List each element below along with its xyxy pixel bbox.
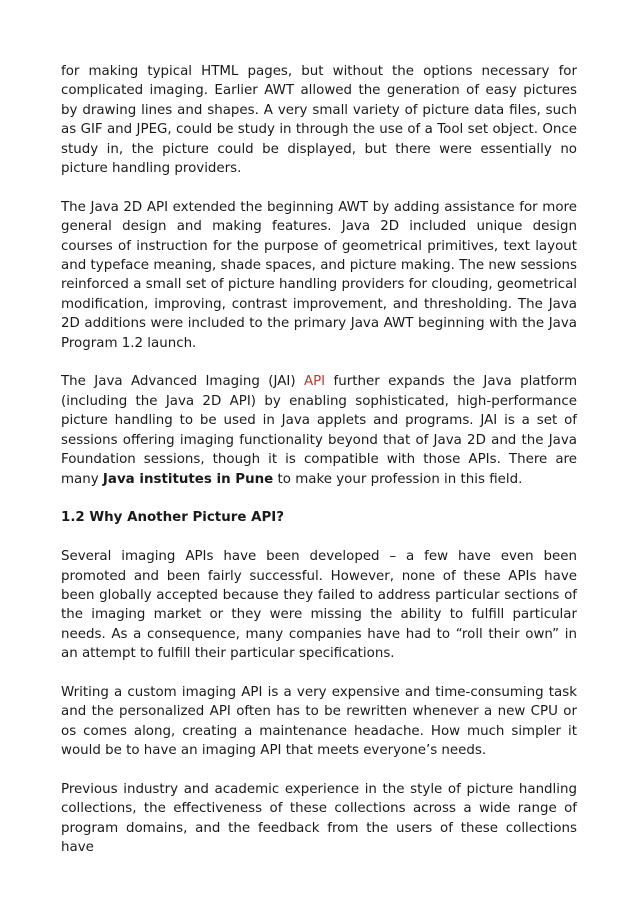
jai-text-middle: further expands the Java platform (including the Java 2D API) by enabling sophisticated, high-performance picture handling to be used in Java applets and programs. JAI is a set of sessions offering imaging functionality beyond that of Java 2D and the Java Foundation sessions, though it is compatible with those APIs. There are many (61, 374, 577, 487)
document-page (61, 62, 577, 877)
paragraph-previous-experience: Previous industry and academic experience in the style of picture handling collections, the effectiveness of these collections across a wide range of program domains, and the feedback from the users of these collections have (61, 781, 577, 856)
paragraph-imaging-apis: Several imaging APIs have been developed – a few have even been promoted and been fairly successful. However, none of these APIs have been globally accepted because they failed to address particular sections of the imaging market or they were missing the ability to fulfill particular needs. As a consequence, many companies have had to “roll their own” in an attempt to fulfill their particular specifications. (61, 549, 577, 662)
api-link[interactable]: API (303, 374, 326, 390)
section-heading: 1.2 Why Another Picture API? (61, 510, 285, 526)
paragraph-java-2d: The Java 2D API extended the beginning AWT by adding assistance for more general design and making features. Java 2D included unique design courses of instruction for the purpose of geometrical primitives, text layout and typeface meaning, shade spaces, and picture making. The new sessions reinforced a small set of picture handling providers for clouding, geometrical modification, improving, contrast improvement, and thresholding. The Java 2D additions were included to the primary Java AWT beginning with the Java Program 1.2 launch. (61, 199, 577, 351)
paragraph-custom-api: Writing a custom imaging API is a very expensive and time-consuming task and the personalized API often has to be rewritten whenever a new CPU or os comes along, creating a maintenance headache. How much simpler it would be to have an imaging API that meets everyone’s needs. (61, 684, 577, 759)
jai-text-end: to make your profession in this field. (273, 471, 523, 487)
java-institutes-bold: Java institutes in Pune (102, 471, 274, 487)
paragraph-awt-intro: for making typical HTML pages, but without the options necessary for complicated imaging. Earlier AWT allowed the generation of easy pictures by drawing lines and shapes. A very small variety of picture data files, such as GIF and JPEG, could be study in through the use of a Tool set object. Once study in, the picture could be displayed, but there were essentially no picture handling providers. (61, 64, 577, 177)
jai-text-start: The Java Advanced Imaging (JAI) (61, 374, 304, 390)
paragraph-jai (61, 372, 577, 488)
